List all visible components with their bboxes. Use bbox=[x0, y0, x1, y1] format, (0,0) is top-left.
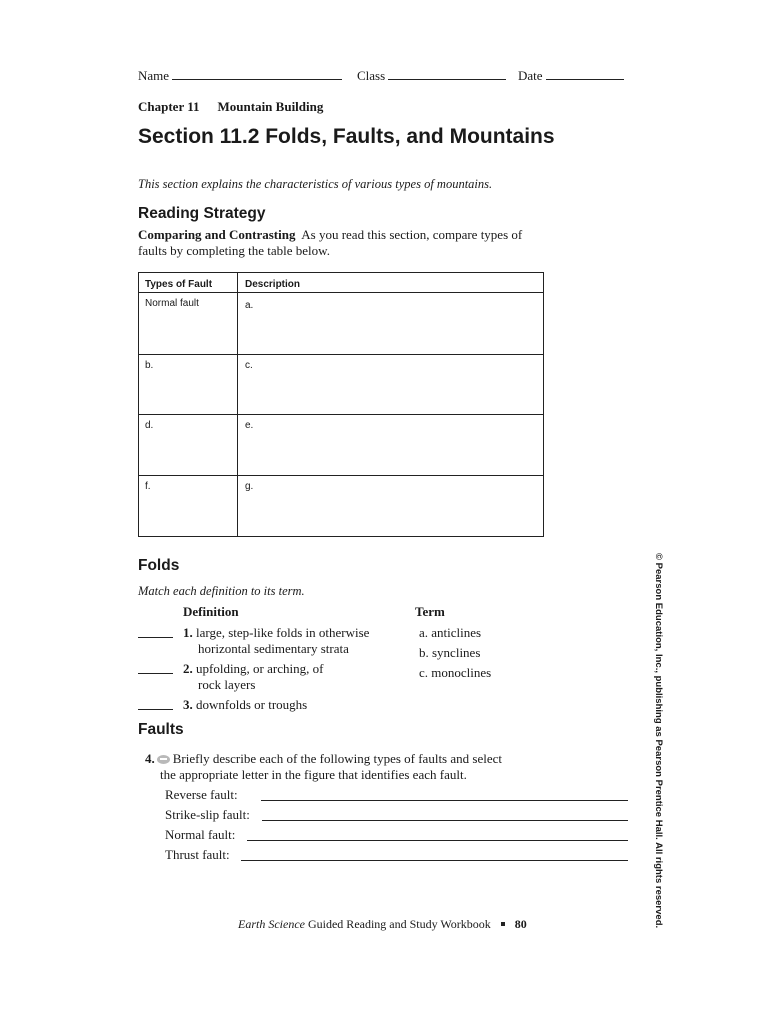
chapter-heading bbox=[138, 99, 341, 115]
item-text: downfolds or troughs bbox=[196, 697, 308, 712]
footer-book-subtitle: Guided Reading and Study Workbook bbox=[307, 917, 491, 931]
date-field bbox=[518, 68, 624, 84]
table-row-type[interactable]: f. bbox=[145, 481, 151, 492]
definition-item-3 bbox=[183, 697, 307, 713]
section-title: Section 11.2 Folds, Faults, and Mountains bbox=[138, 125, 555, 148]
fault-label-thrust: Thrust fault: bbox=[165, 847, 230, 862]
term-item: b. synclines bbox=[419, 645, 481, 660]
faults-heading: Faults bbox=[138, 721, 184, 738]
faults-question bbox=[145, 751, 502, 767]
reading-strategy-heading: Reading Strategy bbox=[138, 205, 266, 222]
class-blank[interactable] bbox=[388, 69, 506, 80]
copyright-notice: © Pearson Education, Inc., publishing as Pearson Prentice Hall. All rights reserved. bbox=[653, 553, 664, 929]
table-row-desc[interactable]: e. bbox=[245, 420, 254, 431]
item-number: 2. bbox=[183, 661, 193, 676]
table-header-type: Types of Fault bbox=[145, 279, 213, 290]
term-item: a. anticlines bbox=[419, 625, 482, 640]
term-item: c. monoclines bbox=[419, 665, 492, 680]
answer-line-strike-slip[interactable] bbox=[262, 820, 628, 821]
name-field bbox=[138, 68, 342, 84]
fault-label-strike-slip: Strike-slip fault: bbox=[165, 807, 250, 822]
class-field bbox=[357, 68, 506, 84]
page-footer bbox=[238, 917, 527, 932]
strategy-body: As you read this section, compare types of faults by completing the table below. bbox=[138, 227, 523, 258]
fault-label-normal: Normal fault: bbox=[165, 827, 236, 842]
definition-item-1-cont: horizontal sedimentary strata bbox=[198, 641, 349, 656]
answer-blank-2[interactable] bbox=[138, 673, 173, 674]
chapter-number: Chapter 11 bbox=[138, 99, 200, 114]
name-label: Name bbox=[138, 68, 170, 83]
table-row-type: Normal fault bbox=[145, 298, 199, 309]
table-row-desc[interactable]: g. bbox=[245, 481, 254, 492]
answer-blank-1[interactable] bbox=[138, 637, 173, 638]
table-row-type[interactable]: d. bbox=[145, 420, 154, 431]
question-text-line1: Briefly describe each of the following types of faults and select bbox=[172, 751, 502, 766]
table-row-desc[interactable]: a. bbox=[245, 300, 254, 311]
question-text-line2: the appropriate letter in the figure that identifies each fault. bbox=[160, 767, 467, 782]
footer-book-title: Earth Science bbox=[238, 917, 305, 931]
definition-item-2 bbox=[183, 661, 323, 677]
faults-table bbox=[138, 272, 544, 537]
class-label: Class bbox=[357, 68, 386, 83]
page-number: 80 bbox=[514, 917, 527, 931]
strategy-bold: Comparing and Contrasting bbox=[138, 227, 296, 242]
definition-item-1 bbox=[183, 625, 369, 641]
pen-icon bbox=[157, 755, 170, 764]
chapter-title: Mountain Building bbox=[217, 99, 324, 114]
reading-strategy-text bbox=[138, 227, 548, 259]
item-text: upfolding, or arching, of bbox=[196, 661, 324, 676]
answer-line-normal[interactable] bbox=[247, 840, 628, 841]
table-header-description: Description bbox=[245, 279, 301, 290]
table-row-type[interactable]: b. bbox=[145, 360, 154, 371]
bullet-square-icon bbox=[501, 922, 505, 926]
table-row-desc[interactable]: c. bbox=[245, 360, 253, 371]
date-blank[interactable] bbox=[546, 69, 624, 80]
folds-heading: Folds bbox=[138, 557, 180, 574]
answer-blank-3[interactable] bbox=[138, 709, 173, 710]
answer-line-thrust[interactable] bbox=[241, 860, 628, 861]
section-intro: This section explains the characteristics of various types of mountains. bbox=[138, 177, 493, 191]
fault-label-reverse: Reverse fault: bbox=[165, 787, 238, 802]
name-blank[interactable] bbox=[172, 69, 342, 80]
definition-column-heading: Definition bbox=[183, 604, 239, 619]
term-column-heading: Term bbox=[415, 604, 445, 619]
folds-instruction: Match each definition to its term. bbox=[138, 584, 305, 598]
item-number: 1. bbox=[183, 625, 193, 640]
date-label: Date bbox=[518, 68, 543, 83]
item-text: large, step-like folds in otherwise bbox=[196, 625, 370, 640]
question-number: 4. bbox=[145, 751, 155, 766]
answer-line-reverse[interactable] bbox=[261, 800, 628, 801]
item-number: 3. bbox=[183, 697, 193, 712]
definition-item-2-cont: rock layers bbox=[198, 677, 256, 692]
